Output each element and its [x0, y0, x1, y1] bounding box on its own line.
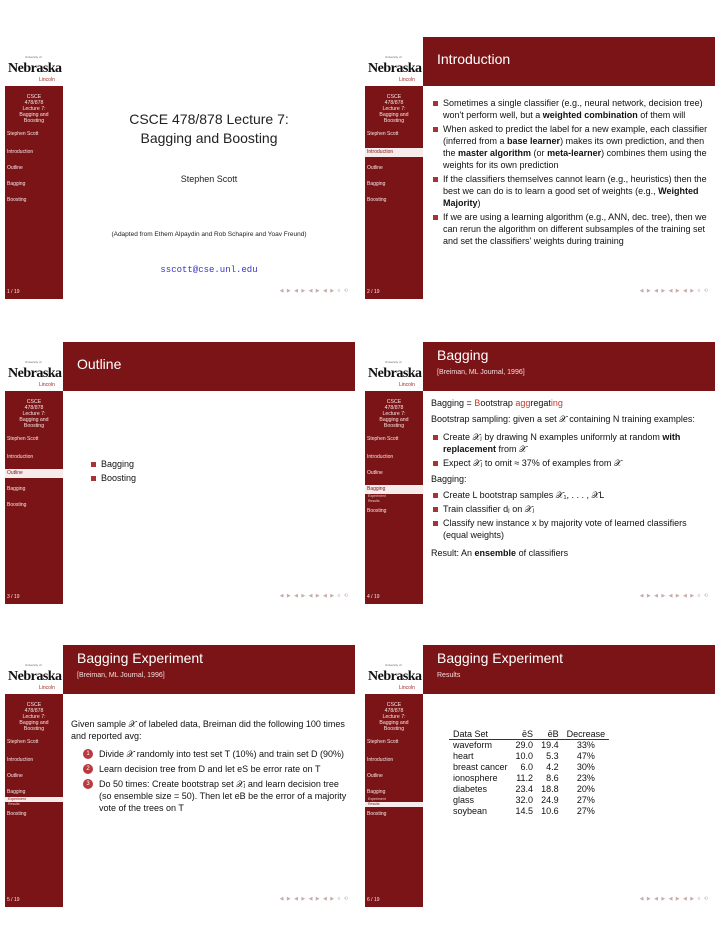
slide-header	[365, 342, 715, 391]
author-name: Stephen Scott	[180, 174, 238, 184]
sidebar	[5, 86, 63, 299]
unl-logo: University of Nebraska Lincoln	[365, 37, 423, 86]
table-row: heart 10.0 5.3 47%	[453, 751, 595, 761]
slide-header	[365, 37, 715, 86]
sidebar-item-introduction[interactable]: Introduction	[7, 757, 34, 763]
beamer-nav-icons[interactable]: ◀ ▶ ◀ ▶ ◀ ▶ ◀ ▶ ≡ ⟲	[639, 288, 709, 294]
table-row: glass 32.0 24.9 27%	[453, 795, 595, 805]
sidebar-item-introduction[interactable]: Introduction	[367, 454, 394, 460]
slide-body	[89, 458, 355, 486]
slide-header	[5, 342, 355, 391]
sidebar-item-boosting[interactable]: Boosting	[367, 508, 387, 514]
outline-item-bagging[interactable]: Bagging	[89, 458, 355, 470]
slide-5-bagging-experiment	[5, 645, 355, 907]
experiment-step: 3 Do 50 times: Create bootstrap set 𝒳ⱼ and learn decision tree (so ensemble size = 50). Then let eB be the error of a majority vote of the trees on T	[83, 778, 351, 814]
sidebar-item-outline[interactable]: Outline	[367, 773, 383, 779]
sidebar-item-bagging[interactable]: Bagging	[7, 789, 26, 795]
slide-header	[5, 37, 355, 86]
sidebar-course: CSCE 478/878 Lecture 7: Bagging and Boosting	[19, 702, 49, 732]
beamer-nav-icons[interactable]: ◀ ▶ ◀ ▶ ◀ ▶ ◀ ▶ ≡ ⟲	[279, 593, 349, 599]
col-header: ēS	[512, 729, 538, 740]
table-header-row	[449, 729, 609, 740]
slide-title: Introduction	[437, 51, 511, 67]
bullet-item: If we are using a learning algorithm (e.g., ANN, dec. tree), then we can rerun the algorithm on different subsamples of the training set and set the classifiers' weights during training	[431, 211, 711, 247]
sidebar-item-bagging[interactable]: Bagging	[367, 181, 386, 187]
slide-header	[5, 645, 355, 694]
sidebar-item-outline[interactable]: Outline	[367, 165, 383, 171]
slide-2-introduction	[365, 37, 715, 299]
beamer-nav-icons[interactable]: ◀ ▶ ◀ ▶ ◀ ▶ ◀ ▶ ≡ ⟲	[639, 593, 709, 599]
experiment-intro: Given sample 𝒳 of labeled data, Breiman did the following 100 times and reported avg:	[71, 719, 345, 741]
bagging-result: Result: An ensemble of classifiers	[431, 548, 569, 558]
sidebar-item-boosting[interactable]: Boosting	[7, 502, 27, 508]
sidebar-item-bagging[interactable]: Bagging	[367, 789, 386, 795]
slide-title: Bagging Experiment	[77, 650, 204, 666]
lecture-title-line2: Bagging and Boosting	[140, 130, 278, 146]
slide-subtitle: [Breiman, ML Journal, 1996]	[437, 369, 525, 376]
lecture-title-line1: CSCE 478/878 Lecture 7:	[129, 111, 289, 127]
sidebar-author: Stephen Scott	[367, 436, 399, 442]
sidebar-item-bagging[interactable]: Bagging	[7, 486, 26, 492]
experiment-step: 1 Divide 𝒳 randomly into test set T (10%) and train set D (90%)	[83, 748, 351, 760]
sidebar-author: Stephen Scott	[7, 436, 39, 442]
sidebar-author: Stephen Scott	[7, 131, 39, 137]
slide-body	[431, 97, 711, 249]
slide-body	[71, 718, 351, 817]
table-row: ionosphere 11.2 8.6 23%	[453, 773, 595, 783]
slide-3-outline	[5, 342, 355, 604]
page-number: 3 / 19	[7, 594, 20, 600]
slide-4-bagging	[365, 342, 715, 604]
slide-subtitle: [Breiman, ML Journal, 1996]	[77, 672, 165, 679]
sidebar	[5, 694, 63, 907]
sidebar-item-introduction[interactable]: Introduction	[367, 757, 394, 763]
unl-logo: University of Nebraska Lincoln	[365, 342, 423, 391]
unl-logo: University of Nebraska Lincoln	[365, 645, 423, 694]
sidebar-item-outline[interactable]: Outline	[367, 470, 383, 476]
sidebar-subitem-results[interactable]: Results	[365, 802, 423, 807]
unl-logo: University of Nebraska Lincoln	[5, 37, 63, 86]
slide-1-title	[5, 37, 355, 299]
sidebar	[365, 391, 423, 604]
outline-item-boosting[interactable]: Boosting	[89, 472, 355, 484]
sidebar-item-boosting[interactable]: Boosting	[7, 197, 27, 203]
unl-logo: University of Nebraska Lincoln	[5, 342, 63, 391]
sidebar-subitem-results[interactable]: Results	[368, 499, 380, 503]
sidebar-course: CSCE 478/878 Lecture 7: Bagging and Boosting	[379, 399, 409, 429]
sidebar	[365, 86, 423, 299]
sidebar-item-outline[interactable]: Outline	[5, 469, 63, 478]
table-row: diabetes 23.4 18.8 20%	[453, 784, 595, 794]
col-header: Decrease	[563, 729, 610, 740]
sidebar-subitem-experiment[interactable]: Experiment	[368, 797, 386, 801]
sidebar-item-outline[interactable]: Outline	[7, 773, 23, 779]
results-table	[449, 729, 609, 817]
sidebar-course: CSCE 478/878 Lecture 7: Bagging and Boosting	[379, 702, 409, 732]
beamer-nav-icons[interactable]: ◀ ▶ ◀ ▶ ◀ ▶ ◀ ▶ ≡ ⟲	[279, 896, 349, 902]
sidebar-item-introduction[interactable]: Introduction	[365, 148, 423, 157]
sidebar-subitem-experiment[interactable]: Experiment	[368, 494, 386, 498]
sidebar-item-outline[interactable]: Outline	[7, 165, 23, 171]
sidebar-subitem-experiment[interactable]: Experiment	[5, 797, 63, 802]
bullet-item: Train classifier dⱼ on 𝒳ⱼ	[431, 503, 711, 515]
adapted-note: (Adapted from Ethem Alpaydin and Rob Schapire and Yoav Freund)	[111, 231, 307, 238]
table-row: soybean 14.5 10.6 27%	[453, 806, 595, 816]
sidebar	[365, 694, 423, 907]
sidebar-item-boosting[interactable]: Boosting	[7, 811, 27, 817]
sidebar-course: CSCE 478/878 Lecture 7: Bagging and Boosting	[19, 94, 49, 124]
sidebar-author: Stephen Scott	[367, 739, 399, 745]
results-table-wrap	[449, 729, 609, 817]
sidebar-course: CSCE 478/878 Lecture 7: Bagging and Boosting	[379, 94, 409, 124]
slide-6-bagging-results	[365, 645, 715, 907]
slide-title: Bagging Experiment	[437, 650, 564, 666]
slide-title: Bagging	[437, 347, 489, 363]
sidebar-item-boosting[interactable]: Boosting	[367, 197, 387, 203]
sidebar-item-boosting[interactable]: Boosting	[367, 811, 387, 817]
page-number: 2 / 19	[367, 289, 380, 295]
slide-header	[365, 645, 715, 694]
bagging-label: Bagging:	[431, 474, 467, 484]
sidebar-item-bagging[interactable]: Bagging	[365, 485, 423, 494]
author-email-link[interactable]: sscott@cse.unl.edu	[160, 265, 258, 275]
col-header: ēB	[537, 729, 563, 740]
page-number: 1 / 19	[7, 289, 20, 295]
sidebar-course: CSCE 478/878 Lecture 7: Bagging and Boosting	[19, 399, 49, 429]
bullet-item: Expect 𝒳ⱼ to omit ≈ 37% of examples from 𝒳	[431, 457, 711, 469]
bullet-item: Classify new instance x by majority vote of learned classifiers (equal weights)	[431, 517, 711, 541]
bagging-definition: Bagging = Bootstrap aggregating	[431, 398, 563, 408]
beamer-nav-icons[interactable]: ◀ ▶ ◀ ▶ ◀ ▶ ◀ ▶ ≡ ⟲	[279, 288, 349, 294]
slide-body	[431, 397, 711, 559]
bullet-item: Create 𝒳ⱼ by drawing N examples uniformly at random with replacement from 𝒳	[431, 431, 711, 455]
page-number: 6 / 19	[367, 897, 380, 903]
slide-subtitle: Results	[437, 672, 461, 679]
bullet-item: When asked to predict the label for a new example, each classifier (inferred from a base learner) makes its own prediction, and then the master algorithm (or meta-learner) combines them using the weights for its own prediction	[431, 123, 711, 171]
slide-title: Outline	[77, 356, 122, 372]
col-header: Data Set	[449, 729, 512, 740]
bullet-item: Create L bootstrap samples 𝒳₁, . . . , 𝒳L	[431, 489, 711, 501]
sidebar-subitem-results[interactable]: Results	[8, 802, 20, 806]
beamer-nav-icons[interactable]: ◀ ▶ ◀ ▶ ◀ ▶ ◀ ▶ ≡ ⟲	[639, 896, 709, 902]
page-number: 5 / 19	[7, 897, 20, 903]
experiment-step: 2 Learn decision tree from D and let eS be error rate on T	[83, 763, 351, 775]
sidebar-item-bagging[interactable]: Bagging	[7, 181, 26, 187]
bootstrap-sampling-text: Bootstrap sampling: given a set 𝒳 containing N training examples:	[431, 414, 695, 424]
sidebar-author: Stephen Scott	[367, 131, 399, 137]
sidebar-item-introduction[interactable]: Introduction	[7, 149, 34, 155]
bullet-item: If the classifiers themselves cannot learn (e.g., heuristics) then the best we can do is to learn a good set of weights (e.g., Weighted Majority)	[431, 173, 711, 209]
table-row: waveform 29.0 19.4 33%	[453, 740, 595, 750]
sidebar	[5, 391, 63, 604]
sidebar-author: Stephen Scott	[7, 739, 39, 745]
title-block	[63, 110, 355, 148]
unl-logo: University of Nebraska Lincoln	[5, 645, 63, 694]
bullet-item: Sometimes a single classifier (e.g., neural network, decision tree) won't perform well, but a weighted combination of them will	[431, 97, 711, 121]
sidebar-item-introduction[interactable]: Introduction	[7, 454, 34, 460]
page-number: 4 / 19	[367, 594, 380, 600]
table-row: breast cancer 6.0 4.2 30%	[453, 762, 595, 772]
